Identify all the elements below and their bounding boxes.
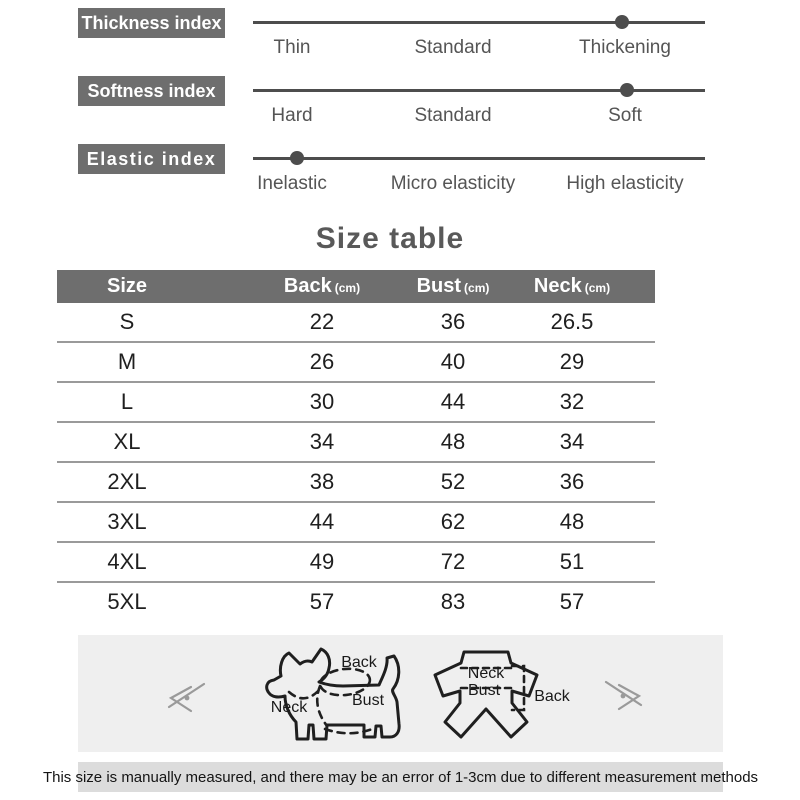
cell-size: 5XL [107,589,147,614]
column-header-back: Back (cm) [283,275,361,297]
cell-neck: 34 [559,429,585,454]
column-header-bust: Bust (cm) [416,275,490,297]
softness-slider-dot [620,83,634,97]
size-table [57,270,655,621]
table-row [57,463,655,503]
garment-neck-label: Neck [467,665,505,682]
size-table-title: Size table [315,222,465,255]
dog-bust-label: Bust [351,692,385,709]
cell-back: 26 [309,349,335,374]
cell-bust: 48 [440,429,466,454]
cell-size: XL [113,429,141,454]
cell-size: 4XL [107,549,147,574]
cell-bust: 36 [440,309,466,334]
column-header-neck: Neck (cm) [533,275,611,297]
cell-size: S [119,309,135,334]
disclaimer-text: This size is manually measured, and there may be an error of 1-3cm due to different measurement methods [42,768,759,786]
elastic-option-inelastic: Inelastic [257,173,327,194]
cell-neck: 48 [559,509,585,534]
cell-neck: 36 [559,469,585,494]
measurement-diagram-panel [78,635,723,752]
carousel-left-arrow-icon [163,681,207,715]
cell-neck: 29 [559,349,585,374]
table-row [57,583,655,621]
elastic-option-high: High elasticity [566,173,684,194]
table-row [57,503,655,543]
thickness-option-thin: Thin [273,37,311,58]
cell-neck: 51 [559,549,585,574]
garment-back-label: Back [534,688,570,705]
table-row [57,303,655,343]
thickness-index-label: Thickness index [78,8,225,38]
cell-back: 34 [309,429,335,454]
table-row [57,343,655,383]
cell-back: 57 [309,589,335,614]
elastic-slider-dot [290,151,304,165]
thickness-option-thickening: Thickening [579,37,671,58]
elastic-option-micro: Micro elasticity [390,173,516,194]
cell-back: 44 [309,509,335,534]
cell-back: 22 [309,309,335,334]
table-row [57,543,655,583]
softness-option-soft: Soft [608,105,642,126]
cell-size: 2XL [107,469,147,494]
carousel-right-arrow-icon [603,679,647,713]
cell-size: L [120,389,134,414]
softness-slider-track [253,89,705,92]
thickness-option-standard: Standard [414,37,492,58]
softness-index-label: Softness index [78,76,225,106]
cell-bust: 44 [440,389,466,414]
column-header-size: Size [106,275,148,297]
garment-bust-label: Bust [467,682,501,699]
size-table-header [57,270,655,303]
dog-neck-label: Neck [270,699,308,716]
cell-bust: 52 [440,469,466,494]
table-row [57,383,655,423]
table-row [57,423,655,463]
softness-option-standard: Standard [414,105,492,126]
softness-index-row [0,68,800,136]
elastic-index-row [0,136,800,204]
softness-option-hard: Hard [271,105,313,126]
cell-back: 49 [309,549,335,574]
disclaimer-bar [42,762,759,792]
thickness-slider-track [253,21,705,24]
cell-neck: 32 [559,389,585,414]
cell-back: 30 [309,389,335,414]
cell-bust: 40 [440,349,466,374]
cell-neck: 26.5 [550,309,594,334]
cell-neck: 57 [559,589,585,614]
cell-bust: 62 [440,509,466,534]
dog-back-label: Back [341,654,377,671]
elastic-index-label: Elastic index [78,144,225,174]
elastic-slider-track [253,157,705,160]
cell-bust: 83 [440,589,466,614]
cell-size: 3XL [107,509,147,534]
thickness-index-row [0,0,800,68]
cell-back: 38 [309,469,335,494]
cell-bust: 72 [440,549,466,574]
cell-size: M [117,349,137,374]
thickness-slider-dot [615,15,629,29]
